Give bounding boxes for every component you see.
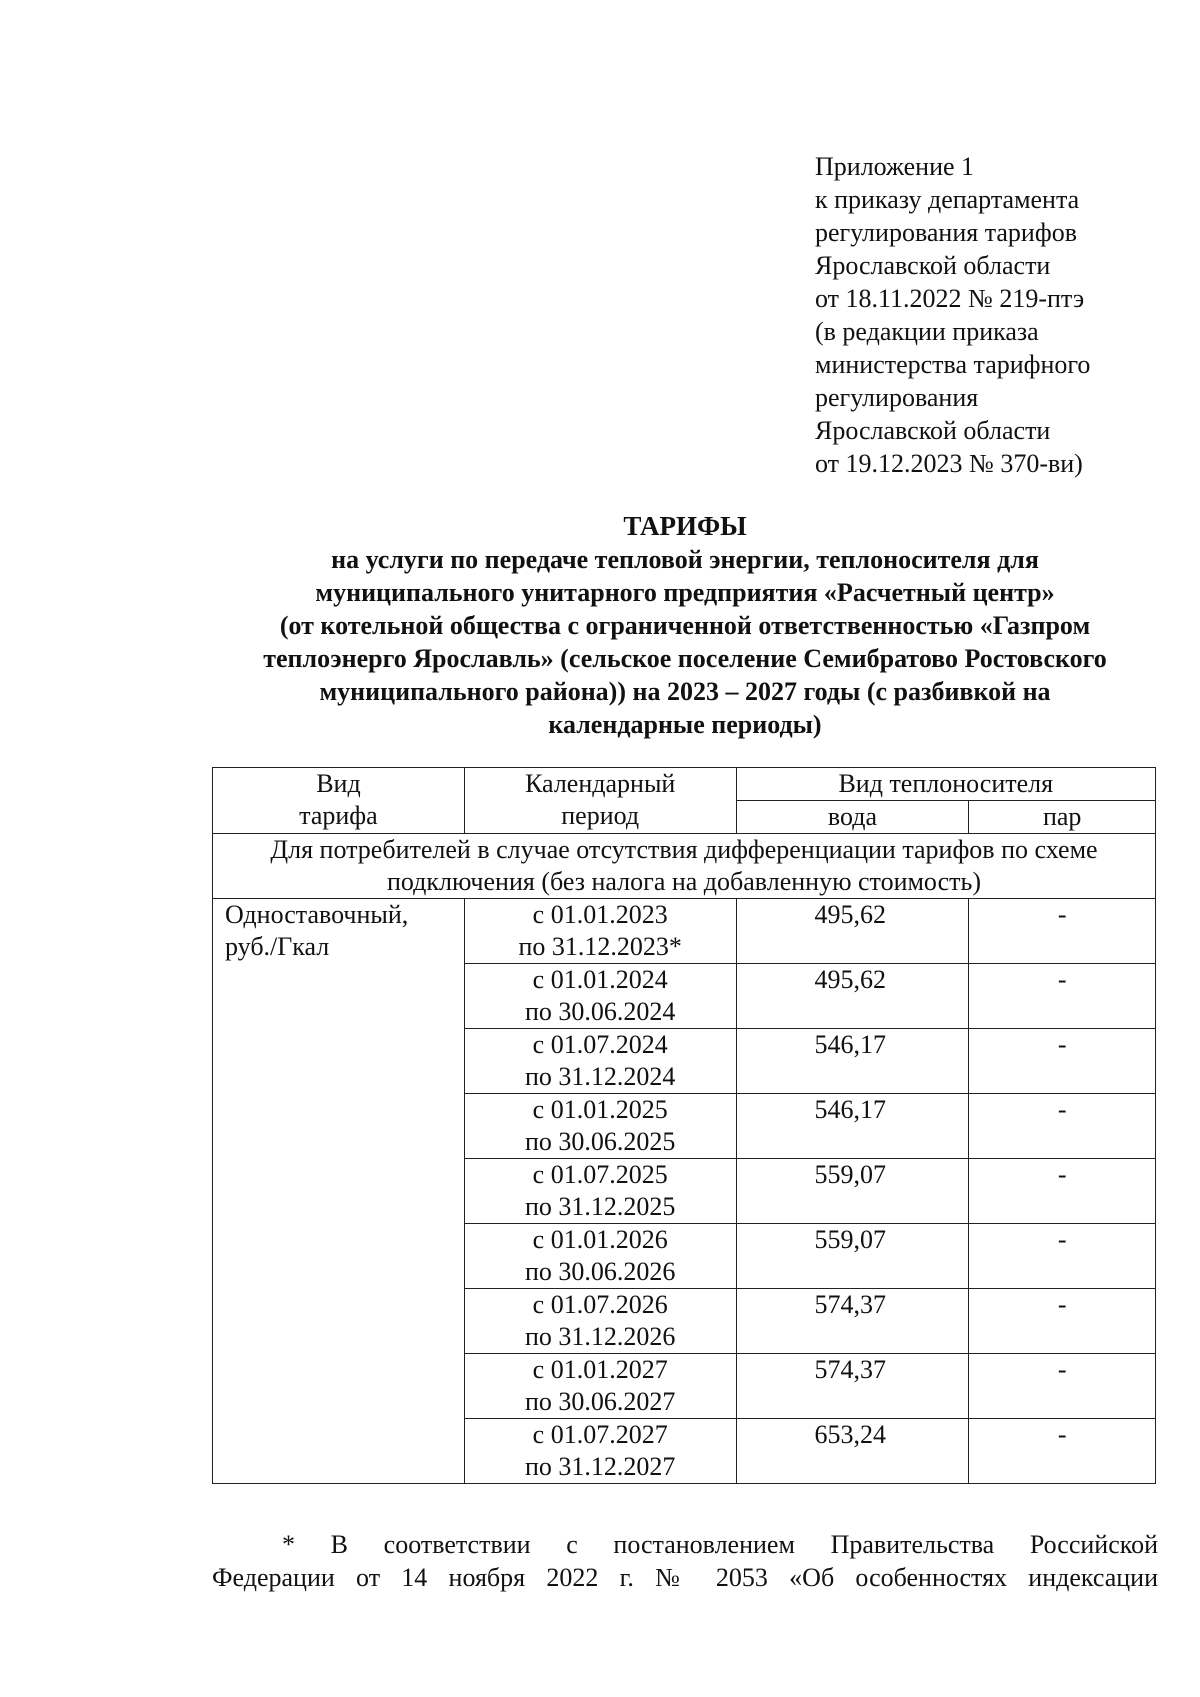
- title-line: (от котельной общества с ограниченной ответственностью «Газпром: [279, 611, 1091, 640]
- appendix-line: от 19.12.2023 № 370-ви): [815, 449, 1083, 478]
- period-cell: [464, 1094, 736, 1159]
- water-tariff-cell: 495,62: [736, 899, 969, 964]
- period-from: с 01.01.2025: [532, 1095, 668, 1124]
- section-row: [213, 834, 1156, 899]
- period-cell: [464, 1419, 736, 1484]
- steam-tariff-cell: -: [969, 1029, 1156, 1094]
- appendix-line: регулирования: [815, 383, 979, 412]
- section-line1: Для потребителей в случае отсутствия дифференциации тарифов по схеме: [270, 835, 1098, 864]
- title-line: муниципального унитарного предприятия «Расчетный центр»: [315, 578, 1055, 607]
- section-line2: подключения (без налога на добавленную стоимость): [386, 867, 981, 896]
- steam-tariff-cell: -: [969, 1224, 1156, 1289]
- title-line: теплоэнерго Ярославль» (сельское поселение Семибратово Ростовского: [263, 644, 1107, 673]
- period-from: с 01.01.2023: [532, 900, 668, 929]
- header-tariff-type: [213, 768, 465, 834]
- steam-tariff-cell: -: [969, 1289, 1156, 1354]
- appendix-line: регулирования тарифов: [815, 218, 1077, 247]
- water-tariff-cell: 574,37: [736, 1289, 969, 1354]
- water-tariff-cell: 653,24: [736, 1419, 969, 1484]
- document-title: [210, 510, 1160, 741]
- period-to: по 31.12.2023*: [518, 932, 682, 961]
- period-cell: [464, 964, 736, 1029]
- header-heat-carrier: Вид теплоносителя: [736, 768, 1155, 801]
- header-calendar-period: [464, 768, 736, 834]
- footnote: [212, 1528, 1158, 1594]
- period-from: с 01.07.2024: [532, 1030, 668, 1059]
- header-tariff-type-line1: Вид: [316, 769, 361, 798]
- period-from: с 01.07.2026: [532, 1290, 668, 1319]
- appendix-reference: [815, 150, 1090, 480]
- period-from: с 01.07.2025: [532, 1160, 668, 1189]
- appendix-line: (в редакции приказа: [815, 317, 1039, 346]
- title-line: муниципального района)) на 2023 – 2027 годы (с разбивкой на: [319, 677, 1051, 706]
- header-tariff-type-line2: тарифа: [299, 801, 378, 830]
- tariff-type-cell: [213, 899, 465, 1484]
- table-row: [213, 899, 1156, 964]
- appendix-line: министерства тарифного: [815, 350, 1091, 379]
- water-tariff-cell: 495,62: [736, 964, 969, 1029]
- title-line: календарные периоды): [548, 710, 822, 739]
- period-to: по 30.06.2025: [524, 1127, 676, 1156]
- water-tariff-cell: 559,07: [736, 1224, 969, 1289]
- steam-tariff-cell: -: [969, 1159, 1156, 1224]
- section-consumers: [213, 834, 1156, 899]
- water-tariff-cell: 546,17: [736, 1029, 969, 1094]
- period-cell: [464, 1159, 736, 1224]
- period-from: с 01.01.2027: [532, 1355, 668, 1384]
- water-tariff-cell: 574,37: [736, 1354, 969, 1419]
- tariff-type-line2: руб./Гкал: [225, 932, 330, 961]
- steam-tariff-cell: -: [969, 899, 1156, 964]
- footnote-line1: * В соответствии с постановлением Правительства Российской: [282, 1530, 1158, 1559]
- period-to: по 31.12.2025: [524, 1192, 676, 1221]
- header-period-line2: период: [561, 801, 640, 830]
- steam-tariff-cell: -: [969, 1354, 1156, 1419]
- period-cell: [464, 1224, 736, 1289]
- title-line: на услуги по передаче тепловой энергии, теплоносителя для: [331, 545, 1039, 574]
- tariffs-table: [212, 767, 1156, 1484]
- appendix-line: Приложение 1: [815, 152, 975, 181]
- period-from: с 01.01.2026: [532, 1225, 668, 1254]
- period-to: по 30.06.2027: [524, 1387, 676, 1416]
- appendix-line: к приказу департамента: [815, 185, 1080, 214]
- water-tariff-cell: 559,07: [736, 1159, 969, 1224]
- period-to: по 30.06.2024: [524, 997, 676, 1026]
- period-cell: [464, 899, 736, 964]
- water-tariff-cell: 546,17: [736, 1094, 969, 1159]
- period-cell: [464, 1354, 736, 1419]
- period-cell: [464, 1289, 736, 1354]
- period-to: по 31.12.2026: [524, 1322, 676, 1351]
- period-cell: [464, 1029, 736, 1094]
- steam-tariff-cell: -: [969, 1419, 1156, 1484]
- appendix-line: от 18.11.2022 № 219-птэ: [815, 284, 1085, 313]
- period-to: по 31.12.2024: [524, 1062, 676, 1091]
- period-from: с 01.01.2024: [532, 965, 668, 994]
- period-to: по 30.06.2026: [524, 1257, 676, 1286]
- tariff-type-line1: Одноставочный,: [225, 900, 409, 929]
- appendix-line: Ярославской области: [815, 416, 1051, 445]
- appendix-line: Ярославской области: [815, 251, 1051, 280]
- steam-tariff-cell: -: [969, 964, 1156, 1029]
- period-from: с 01.07.2027: [532, 1420, 668, 1449]
- header-steam: пар: [969, 801, 1156, 834]
- footnote-line2: Федерации от 14 ноября 2022 г. № 2053 «Об особенностях индексации: [212, 1563, 1158, 1592]
- table-header-row: [213, 768, 1156, 801]
- header-water: вода: [736, 801, 969, 834]
- steam-tariff-cell: -: [969, 1094, 1156, 1159]
- title-main: ТАРИФЫ: [623, 511, 747, 541]
- header-period-line1: Календарный: [525, 769, 676, 798]
- period-to: по 31.12.2027: [524, 1452, 676, 1481]
